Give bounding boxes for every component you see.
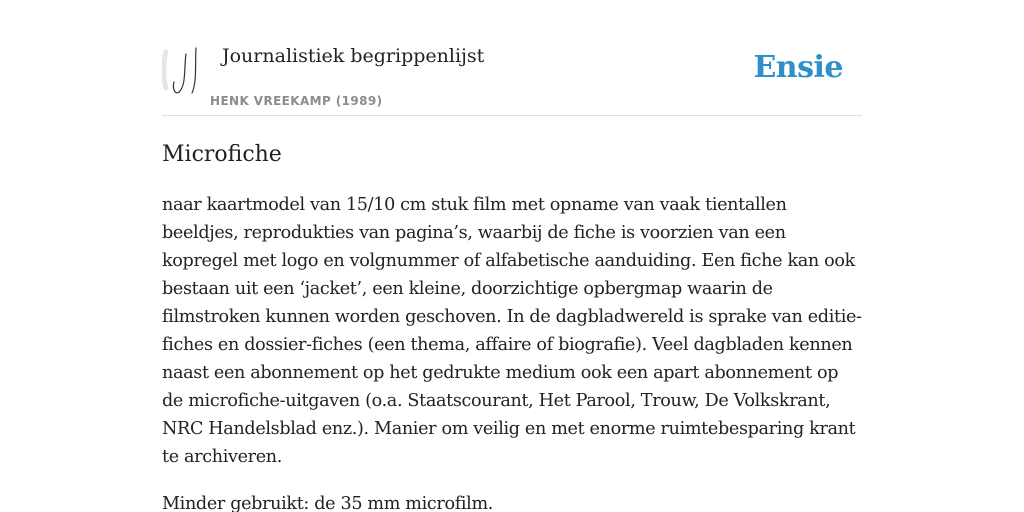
book-author: HENK VREEKAMP (1989) — [210, 94, 383, 108]
signature-logo-icon — [162, 44, 204, 96]
definition-paragraph: naar kaartmodel van 15/10 cm stuk film met opname van vaak tientallen beeldjes, reprodukties van pagina’s, waarbij de fiche is voorzien van een kopregel met logo en volgnummer of alfabetische aanduiding. Een fiche kan ook bestaan uit een ‘jacket’, een kleine, doorzichtige opbergmap waarin de filmstroken kunnen worden geschoven. In de dagbladwereld is sprake van editie-fiches en dossier-fiches (een thema, affaire of biografie). Veel dagbladen kennen naast een abonnement op het gedrukte medium ook een apart abonnement op de microfiche-uitgaven (o.a. Staatscourant, Het Parool, Trouw, De Volkskrant, NRC Handelsblad enz.). Manier om veilig en met enorme ruimtebesparing krant te archiveren. — [162, 195, 862, 467]
book-title[interactable]: Journalistiek begrippenlijst — [222, 45, 485, 67]
content-container — [162, 0, 862, 512]
definition-body — [162, 191, 862, 512]
term-title: Microfiche — [162, 142, 282, 167]
page-header — [162, 0, 862, 116]
definition-paragraph: Minder gebruikt: de 35 mm microfilm. — [162, 494, 494, 512]
ensie-logo-link[interactable]: Ensie — [753, 50, 843, 85]
